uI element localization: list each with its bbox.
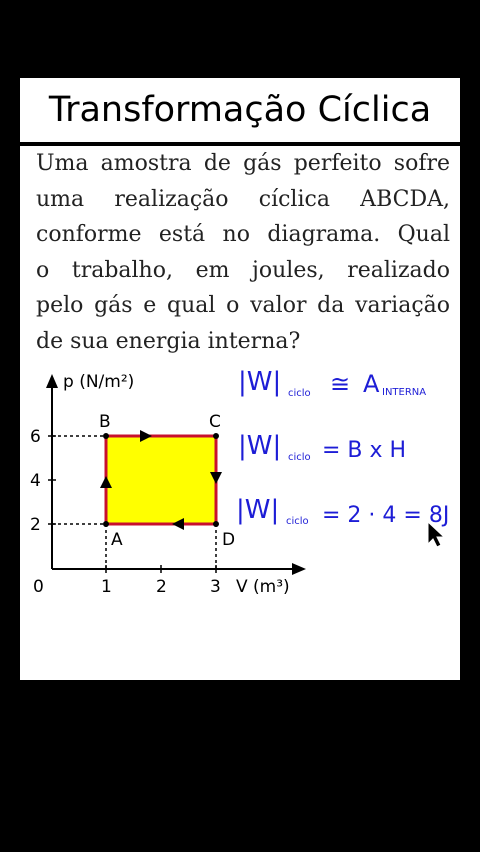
note-1-sub: ciclo [288,388,311,399]
handwritten-notes [236,367,449,528]
note-3-rhs: = 2 · 4 = 8J [322,503,450,528]
page-title: Transformação Cíclica [48,90,432,130]
y-tick-label: 6 [30,427,41,447]
x-tick-label: 1 [101,577,112,597]
x-tick-label: 3 [210,577,221,597]
question-line: conforme está no diagrama. Qual [36,222,450,247]
pv-diagram [20,146,460,680]
point-label-c: C [209,412,221,432]
question-line: de sua energia interna? [36,328,301,354]
note-3-main: |W| [236,495,280,525]
title-bar [20,78,460,146]
note-2-main: |W| [238,431,282,461]
y-tick-label: 2 [30,515,41,535]
question-line: uma realização cíclica ABCDA, [36,186,450,212]
question-line: Uma amostra de gás perfeito sofre [36,151,450,176]
point-label-b: B [99,412,111,432]
point-label-d: D [222,530,236,550]
note-1-rhs: A [363,370,380,398]
y-axis-label: p (N/m²) [63,372,135,392]
origin-label: 0 [33,577,44,597]
note-1-rhs-sub: INTERNA [382,387,427,398]
x-axis-arrow-icon [292,563,306,575]
question-card [20,146,460,680]
y-tick-label: 4 [30,471,41,491]
y-axis-arrow-icon [46,374,58,388]
note-1-main: |W| [238,367,282,397]
point-label-a: A [111,530,123,550]
x-axis-label: V (m³) [236,577,290,597]
note-3-sub: ciclo [286,516,309,527]
note-2-rhs: = B x H [322,438,407,463]
question-line: pelo gás e qual o valor da variação [36,293,450,318]
note-1-rel: ≅ [330,370,351,398]
question-line: o trabalho, em joules, realizado [36,257,450,283]
x-tick-label: 2 [156,577,167,597]
cycle-area [106,436,216,524]
note-2-sub: ciclo [288,452,311,463]
